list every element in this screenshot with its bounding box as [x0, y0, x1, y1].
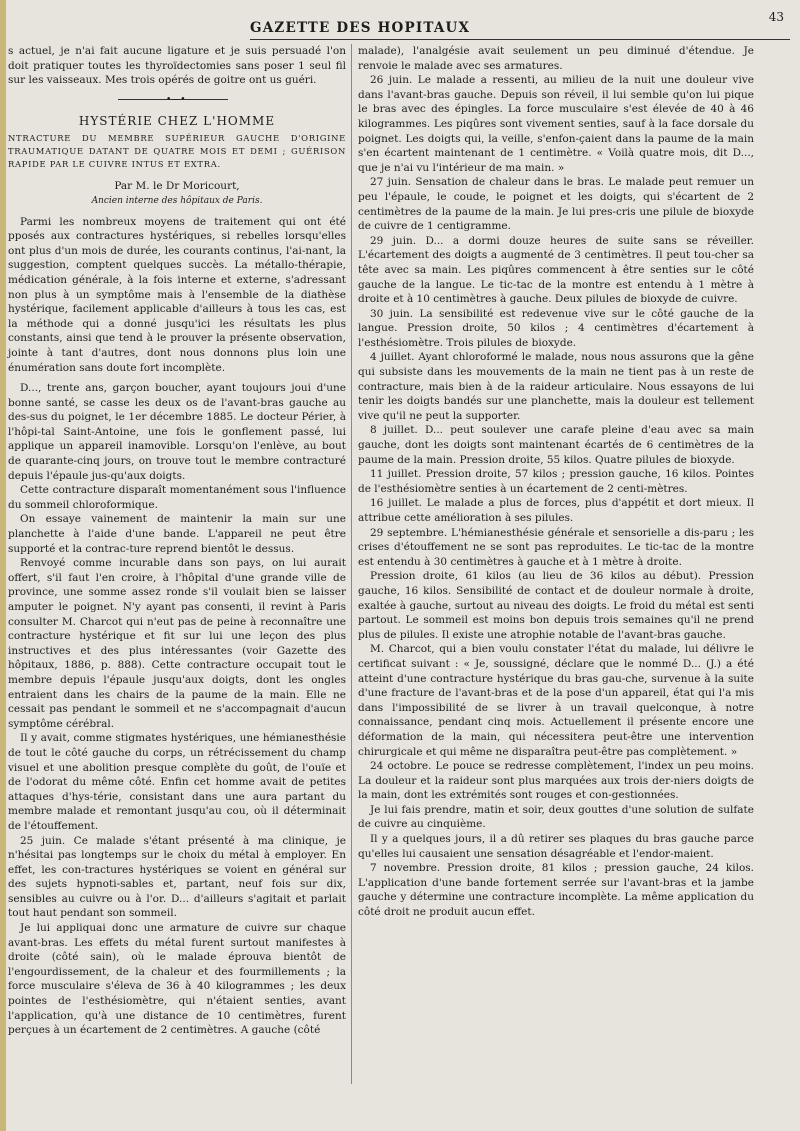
paragraph: 7 novembre. Pression droite, 81 kilos ; pression gauche, 24 kilos. L'application d'une bande fortement serrée sur l'avant-bras et la jambe gauche y détermine une contracture incomplète. La même application du côté droit ne produit aucun effet. — [358, 862, 754, 919]
paragraph: Il y avait, comme stigmates hystériques, une hémianesthésie de tout le côté gauche du corps, un rétrécissement du champ visuel et une abolition presque complète du goût, de l'ouïe et de l'odorat du même côté. Enfin cet homme avait de petites attaques d'hys-térie, consistant dans une aura partant du membre malade et remontant jusqu'au cou, où il déterminait de l'étouffement. — [8, 732, 346, 832]
paragraph: malade), l'analgésie avait seulement un peu diminué d'étendue. Je renvoie le malade avec ses armatures. — [358, 45, 754, 72]
section-divider — [8, 94, 346, 104]
paragraph: 26 juin. Le malade a ressenti, au milieu de la nuit une douleur vive dans l'avant-bras gauche. Depuis son réveil, il lui semble qu'on lui pique le bras avec des épingles. La force musculaire s'est élevée de 40 à 46 kilogrammes. Les piqûres sont vivement senties, sauf à la face dorsale du poignet. Les doigts qui, la veille, s'enfon-çaient dans la paume de la main s'en écartent maintenant de 1 centimètre. « Voilà quatre mois, dit D..., que je n'ai vu l'intérieur de ma main. » — [358, 74, 754, 174]
paragraph: 27 juin. Sensation de chaleur dans le bras. Le malade peut remuer un peu l'épaule, le coude, le poignet et les doigts, qui s'écartent de 2 centimètres de la paume de la main. Je lui pres-cris une pilule de bioxyde de cuivre de 1 centigramme. — [358, 176, 754, 233]
author-affiliation: Ancien interne des hôpitaux de Paris. — [91, 195, 263, 206]
intro-paragraph: s actuel, je n'ai fait aucune ligature et je suis persuadé l'on doit pratiquer toutes les thyroïdectomies sans poser 1 seul fil sur les vaisseaux. Mes trois opérés de goitre ont us guéri. — [8, 45, 346, 87]
paragraph: 4 juillet. Ayant chloroformé le malade, nous nous assurons que la gêne qui subsiste dans les mouvements de la main ne tient pas à un reste de contracture, mais bien à de la raideur articulaire. Nous essayons de lui tenir les doigts bandés sur une planchette, mais la douleur est tellement vive qu'il ne peut la supporter. — [358, 351, 754, 422]
paragraph: Parmi les nombreux moyens de traitement qui ont été pposés aux contractures hystériques, si rebelles lorsqu'elles ont plus d'un mois de durée, les courants continus, l'ai-nant, la suggestion, comptent quelques succès. La métallo-thérapie, médication générale, à la fois interne et externe, s'adressant non plus à un symptôme mais à l'ensemble de la diathèse hystérique, facilement applicable d'ailleurs à tous les cas, est la méthode qui a donné jusqu'ici les résultats les plus constants, ainsi que tend à le prouver la présente observation, jointe à tant d'autres, dont nous donnons plus loin une énumération sans doute fort incomplète. — [8, 215, 346, 374]
paragraph: Je lui fais prendre, matin et soir, deux gouttes d'une solution de sulfate de cuivre au cinquième. — [358, 803, 754, 831]
paragraph: 16 juillet. Le malade a plus de forces, plus d'appétit et dort mieux. Il attribue cette amélioration à ses pilules. — [358, 497, 754, 524]
paragraph: 30 juin. La sensibilité est redevenue vive sur le côté gauche de la langue. Pression droite, 50 kilos ; 4 centimètres d'écartement à l'esthésiomètre. Trois pilules de bioxyde. — [358, 307, 754, 349]
paragraph: 29 juin. D... a dormi douze heures de suite sans se réveiller. L'écartement des doigts a augmenté de 3 centimètres. Il peut tou-cher sa tête avec sa main. Les piqûres commencent à être senties sur le côté gauche de la langue. Le tic-tac de la montre est entendu à 1 mètre à droite et à 10 centimètres à gauche. Deux pilules de bioxyde de cuivre. — [358, 234, 754, 306]
article-title: HYSTÉRIE CHEZ L'HOMME — [78, 113, 276, 128]
paragraph: Je lui appliquai donc une armature de cuivre sur chaque avant-bras. Les effets du métal furent surtout manifestes à droite (côté sain), où le malade éprouva bientôt de l'engourdissement, de la chaleur et des fourmillements ; la force musculaire s'éleva de 36 à 40 kilogrammes ; les deux pointes de l'esthésiomètre, qui n'étaient senties, avant l'application, qu'à une distance de 10 centimètres, furent perçues à un écartement de 2 centimètres. A gauche (côté — [8, 922, 346, 1037]
column-divider — [351, 44, 352, 1084]
paragraph: 8 juillet. D... peut soulever une carafe pleine d'eau avec sa main gauche, dont les doigts sont maintenant écartés de 6 centimètres de la paume de la main. Pression droite, 55 kilos. Quatre pilules de bioxyde. — [358, 424, 754, 466]
paragraph: 25 juin. Ce malade s'étant présenté à ma clinique, je n'hésitai pas longtemps sur le choix du métal à employer. En effet, les con-tractures hystériques se voient en général sur des sujets hypnoti-sables et, partant, neuf fois sur dix, sensibles au cuivre ou à l'or. D... d'ailleurs s'agitait et parlait tout haut pendant son sommeil. — [8, 834, 346, 920]
running-title: GAZETTE DES HOPITAUX — [250, 20, 471, 36]
divider-ornament: •—• — [166, 94, 186, 105]
right-column — [358, 44, 754, 920]
page-header — [18, 10, 790, 40]
paragraph: Renvoyé comme incurable dans son pays, on lui aurait offert, s'il faut l'en croire, à l'hôpital d'une grande ville de province, une somme assez ronde s'il voulait bien se laisser amputer le poignet. N'y ayant pas consenti, il revint à Paris consulter M. Charcot qui n'eut pas de peine à reconnaître une contracture hystérique et fit sur lui une leçon des plus instructives et des plus intéressantes (voir Gazette des hôpitaux, 1886, p. 888). Cette contracture occupait tout le membre depuis l'épaule jusqu'aux doigts, dont les ongles entraient dans les chairs de la paume de la main. Elle ne cessait pas pendant le sommeil et ne s'accompagnait d'aucun symptôme cérébral. — [8, 557, 346, 730]
paragraph: 24 octobre. Le pouce se redresse complètement, l'index un peu moins. La douleur et la raideur sont plus marquées aux trois der-niers doigts de la main, dont les extrémités sont rouges et con-gestionnées. — [358, 760, 754, 802]
left-column — [8, 44, 346, 1038]
paragraph: 29 septembre. L'hémianesthésie générale et sensorielle a dis-paru ; les crises d'étouffement ne se sont pas reproduites. Le tic-tac de la montre est entendu à 30 centimètres à gauche et à 1 mètre à droite. — [358, 526, 754, 568]
paragraph: 11 juillet. Pression droite, 57 kilos ; pression gauche, 16 kilos. Pointes de l'esthésiomètre senties à un écartement de 2 centi-mètres. — [358, 468, 754, 495]
paragraph: On essaye vainement de maintenir la main sur une planchette à l'aide d'une bande. L'appareil ne peut être supporté et la contrac-ture reprend bientôt le dessus. — [8, 513, 346, 555]
binding-edge — [0, 0, 6, 1131]
paragraph: M. Charcot, qui a bien voulu constater l'état du malade, lui délivre le certificat suivant : « Je, soussigné, déclare que le nommé D... (J.) a été atteint d'une contracture hystérique du bras gau-che, survenue à la suite d'une fracture de l'avant-bras et de la pose d'un appareil, état qui l'a mis dans l'impossibilité de se livrer à un travail quelconque, à notre connaissance, pendant cinq mois. Actuellement il présente encore une déformation de la main, qui nécessitera peut-être une intervention chirurgicale et qui même ne disparaîtra peut-être pas complètement. » — [358, 643, 754, 758]
article-subtitle: NTRACTURE DU MEMBRE SUPÉRIEUR GAUCHE D'ORIGINE TRAUMATIQUE DATANT DE QUATRE MOIS ET DEMI ; GUÉRISON RAPIDE PAR LE CUIVRE INTUS ET EXTRA. — [8, 133, 346, 170]
paragraph: Pression droite, 61 kilos (au lieu de 36 kilos au début). Pression gauche, 16 kilos. Sensibilité de contact et de douleur normale à droite, exaltée à gauche, surtout au niveau des doigts. Le froid du métal est senti partout. Le sommeil est moins bon depuis trois semaines qu'il ne prend plus de pilules. Il existe une atrophie notable de l'avant-bras gauche. — [358, 570, 754, 641]
page-number: 43 — [768, 10, 784, 24]
article-author: Par M. le Dr Moricourt, — [114, 180, 240, 193]
paragraph: Cette contracture disparaît momentanément sous l'influence du sommeil chloroformique. — [8, 484, 346, 511]
header-rule — [250, 39, 790, 40]
paragraph: Il y a quelques jours, il a dû retirer ses plaques du bras gauche parce qu'elles lui causaient une sensation désagréable et l'endor-maient. — [358, 833, 754, 860]
paragraph: D..., trente ans, garçon boucher, ayant toujours joui d'une bonne santé, se casse les deux os de l'avant-bras gauche au des-sus du poignet, le 1er décembre 1885. Le docteur Périer, à l'hôpi-tal Saint-Antoine, une fois le gonflement passé, lui applique un appareil inamovible. Lorsqu'on l'enlève, au bout de quarante-cinq jours, on trouve tout le membre contracturé depuis l'épaule jus-qu'aux doigts. — [8, 382, 346, 482]
